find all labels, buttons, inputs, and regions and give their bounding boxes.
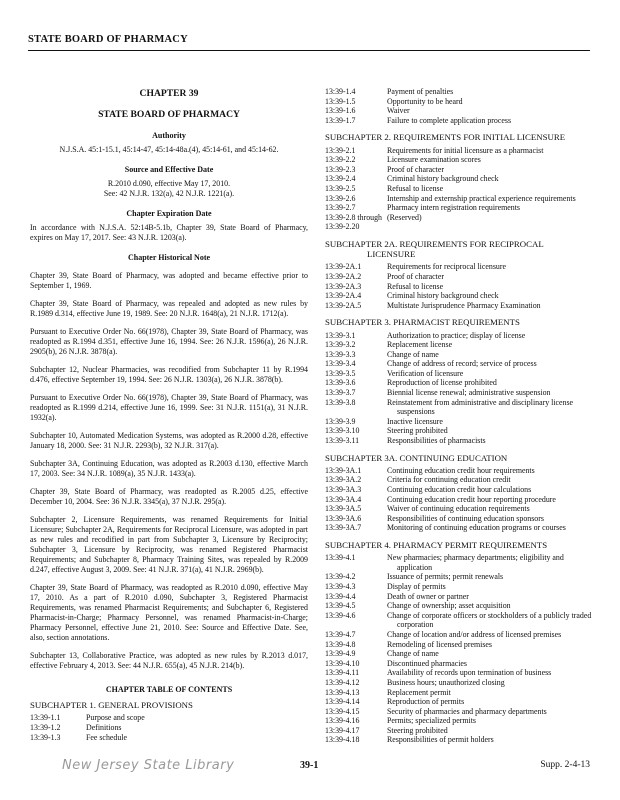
section-number: 13:39-3.4 xyxy=(325,359,356,369)
section-title: Discontinued pharmacies xyxy=(387,658,467,668)
toc-entry[interactable] xyxy=(325,649,593,659)
section-number: 13:39-4.11 xyxy=(325,668,360,678)
authority-text: N.J.S.A. 45:1-15.1, 45:14-47, 45:14-48a.(4), 45:14-61, and 45:14-62. xyxy=(59,145,279,154)
section-number: 13:39-3.10 xyxy=(325,426,360,436)
section-title: Steering prohibited xyxy=(387,725,448,735)
section-title: Internship and externship practical experience requirements xyxy=(387,193,576,203)
section-title: Security of pharmacies and pharmacy departments xyxy=(387,706,547,716)
section-title: Criminal history background check xyxy=(387,291,499,301)
section-number: 13:39-4.18 xyxy=(325,735,360,745)
toc-entry[interactable] xyxy=(325,203,593,213)
toc-entry[interactable] xyxy=(325,659,593,669)
toc-left-list xyxy=(30,700,308,743)
section-number: 13:39-4.7 xyxy=(325,629,356,639)
source-line: R.2010 d.090, effective May 17, 2010. xyxy=(107,179,231,188)
section-number: 13:39-3A.5 xyxy=(325,504,362,514)
section-number: 13:39-4.4 xyxy=(325,591,356,601)
section-number: 13:39-1.5 xyxy=(325,96,356,106)
toc-entry[interactable] xyxy=(325,155,593,165)
section-title: Permits; specialized permits xyxy=(387,716,476,726)
section-number: 13:39-3.3 xyxy=(325,349,356,359)
section-number: 13:39-4.16 xyxy=(325,716,360,726)
section-number: 13:39-3A.3 xyxy=(325,485,362,495)
section-number: 13:39-4.6 xyxy=(325,610,356,620)
history-paragraph: Pursuant to Executive Order No. 66(1978), Chapter 39, State Board of Pharmacy, was readopted as R.1994 d.351, effective June 16, 1994. See: 26 N.J.R. 1596(a), 26 N.J.R. 2905(b), 26 N.J.R. 3878(a). xyxy=(30,327,308,356)
section-number: 13:39-4.9 xyxy=(325,649,356,659)
history-paragraph: Subchapter 10, Automated Medication Systems, was adopted as R.2000 d.28, effective January 18, 2000. See: 31 N.J.R. 2293(b), 32 N.J.R. 317(a). xyxy=(30,431,308,450)
section-title: Pharmacy intern registration requirements xyxy=(387,203,521,213)
toc-entry[interactable] xyxy=(325,146,593,156)
toc-entry[interactable] xyxy=(325,87,593,97)
history-paragraph: Chapter 39, State Board of Pharmacy, was readopted as R.2010 d.090, effective May 17, 2010. As a part of R.2010 d.090, Subchapter 3, Registered Pharmacist Requirements, was renamed Pharmacist Requirements; and Subchapter 6, Registered Pharmacist-in-Charge; Pharmacy Personnel, was renamed Pharmacist-in-Charge; Pharmacy Personnel, effective June 21, 2010. See: Source and Effective Date. See, also, section annotations. xyxy=(30,583,308,642)
chapter-number: CHAPTER 39 xyxy=(139,88,199,99)
toc-entry[interactable] xyxy=(30,723,308,733)
section-title: Change of corporate officers or stockholders of a publicly traded corporation xyxy=(387,610,592,630)
history-paragraph: Pursuant to Executive Order No. 66(1978), Chapter 39, State Board of Pharmacy, was readopted as R.1999 d.214, effective June 16, 1999. See: 31 N.J.R. 1151(a), 31 N.J.R. 1932(a). xyxy=(30,393,308,422)
history-paragraph: Chapter 39, State Board of Pharmacy, was adopted and became effective prior to September 1, 1969. xyxy=(30,271,308,290)
section-number: 13:39-1.7 xyxy=(325,115,356,125)
toc-entry[interactable] xyxy=(325,359,593,369)
running-head: STATE BOARD OF PHARMACY xyxy=(28,34,188,45)
section-number: 13:39-3.2 xyxy=(325,340,356,350)
toc-entry[interactable] xyxy=(325,426,593,436)
toc-entry[interactable] xyxy=(325,640,593,650)
toc-entry[interactable] xyxy=(325,572,593,582)
toc-entry[interactable] xyxy=(325,213,593,232)
section-number: 13:39-4.3 xyxy=(325,581,356,591)
chapter-name: STATE BOARD OF PHARMACY xyxy=(98,109,240,120)
section-title: Change of location and/or address of licensed premises xyxy=(387,629,562,639)
section-number: 13:39-2.7 xyxy=(325,203,356,213)
toc-entry[interactable] xyxy=(325,350,593,360)
section-title: Replacement license xyxy=(387,340,453,350)
section-number: 13:39-1.6 xyxy=(325,106,356,116)
section-title: Responsibilities of pharmacists xyxy=(387,436,486,446)
section-title: Waiver of continuing education requirements xyxy=(387,504,530,514)
section-number: 13:39-3.7 xyxy=(325,388,356,398)
section-title: Reproduction of permits xyxy=(387,697,465,707)
section-number: 13:39-2.2 xyxy=(325,155,356,165)
toc-entry[interactable] xyxy=(325,184,593,194)
toc-entry[interactable] xyxy=(325,165,593,175)
toc-entry[interactable] xyxy=(325,668,593,678)
section-title: Change of address of record; service of process xyxy=(387,359,537,369)
section-title: Fee schedule xyxy=(86,733,127,743)
toc-entry[interactable] xyxy=(325,735,593,745)
toc-entry[interactable] xyxy=(325,630,593,640)
section-number: 13:39-1.2 xyxy=(30,723,61,733)
section-number: 13:39-3.1 xyxy=(325,330,356,340)
section-title: New pharmacies; pharmacy departments; eligibility and application xyxy=(387,553,564,572)
toc-entry[interactable] xyxy=(325,388,593,398)
toc-entry[interactable] xyxy=(325,592,593,602)
toc-entry[interactable] xyxy=(325,369,593,379)
section-number: 13:39-2.8 through 13:39-2.20 xyxy=(325,212,382,232)
toc-entry[interactable] xyxy=(325,398,593,417)
section-title: Availability of records upon termination of business xyxy=(387,668,552,678)
history-paragraph: Subchapter 12, Nuclear Pharmacies, was recodified from Subchapter 11 by R.1994 d.476, effective September 19, 1994. See: 26 N.J.R. 1303(a), 26 N.J.R. 3878(b). xyxy=(30,365,308,384)
section-title: Business hours; unauthorized closing xyxy=(387,677,505,687)
section-title: Multistate Jurisprudence Pharmacy Examination xyxy=(387,300,541,310)
history-paragraph: Subchapter 2, Licensure Requirements, was renamed Requirements for Initial Licensure; Subchapter 2A, Requirements for Reciprocal Licensure, was adopted in part as new rules and recodified in part from Subchapter 3, Licensure by Reciprocity; Subchapter 3, Licensure by Reciprocity, was renamed Registered Pharmacist Requirements; and Subchapter 8, Pharmacy Training Sites, was repealed by R.2009 d.247, effective August 3, 2009. See: 41 N.J.R. 371(a), 41 N.J.R. 2969(b). xyxy=(30,515,308,574)
section-number: 13:39-2.6 xyxy=(325,193,356,203)
subchapter-heading: SUBCHAPTER 2. REQUIREMENTS FOR INITIAL LICENSURE xyxy=(325,132,566,143)
toc-entry[interactable] xyxy=(325,340,593,350)
toc-entry[interactable] xyxy=(325,466,593,476)
toc-right-list xyxy=(325,132,593,745)
section-number: 13:39-4.15 xyxy=(325,706,360,716)
section-title: Opportunity to be heard xyxy=(387,96,463,106)
section-number: 13:39-2A.5 xyxy=(325,300,362,310)
section-number: 13:39-4.2 xyxy=(325,572,356,582)
section-number: 13:39-3A.2 xyxy=(325,475,362,485)
toc-entry[interactable] xyxy=(325,697,593,707)
section-number: 13:39-4.12 xyxy=(325,677,360,687)
section-number: 13:39-2A.4 xyxy=(325,291,362,301)
toc-entry[interactable] xyxy=(325,553,593,572)
section-title: Responsibilities of permit holders xyxy=(387,735,494,745)
history-heading: Chapter Historical Note xyxy=(127,253,211,262)
toc-entry[interactable] xyxy=(325,726,593,736)
history-paragraph: Subchapter 13, Collaborative Practice, was adopted as new rules by R.2013 d.017, effective February 4, 2013. See: 44 N.J.R. 655(a), 45 N.J.R. 214(b). xyxy=(30,651,308,670)
section-number: 13:39-2.5 xyxy=(325,183,356,193)
section-title: Verification of licensure xyxy=(387,368,464,378)
left-column xyxy=(30,88,308,743)
expiration-text: In accordance with N.J.S.A. 52:14B-5.1b, Chapter 39, State Board of Pharmacy, expires on May 17, 2017. See: 43 N.J.R. 1203(a). xyxy=(30,223,308,242)
toc-entry[interactable] xyxy=(325,174,593,184)
section-number: 13:39-2A.1 xyxy=(325,262,362,272)
section-title: Licensure examination scores xyxy=(387,155,481,165)
supplement-date: Supp. 2-4-13 xyxy=(540,760,590,770)
section-title: Refusal to license xyxy=(387,281,444,291)
toc-heading: CHAPTER TABLE OF CONTENTS xyxy=(105,685,233,694)
toc-entry[interactable] xyxy=(325,495,593,505)
section-title: Continuing education credit hour reporting procedure xyxy=(387,494,556,504)
toc-entry[interactable] xyxy=(325,436,593,446)
section-title: Responsibilities of continuing education sponsors xyxy=(387,513,544,523)
section-title: Display of permits xyxy=(387,581,446,591)
toc-entry[interactable] xyxy=(325,291,593,301)
section-number: 13:39-4.13 xyxy=(325,687,360,697)
toc-entry[interactable] xyxy=(325,475,593,485)
section-title: Waiver xyxy=(387,106,410,116)
toc-entry[interactable] xyxy=(325,378,593,388)
section-title: Change of ownership; asset acquisition xyxy=(387,601,511,611)
toc-entry[interactable] xyxy=(325,611,593,630)
history-paragraph: Chapter 39, State Board of Pharmacy, was readopted as R.2005 d.25, effective December 10, 2004. See: 36 N.J.R. 3345(a), 37 N.J.R. 295(a). xyxy=(30,487,308,506)
expiration-heading: Chapter Expiration Date xyxy=(126,209,212,218)
section-title: Steering prohibited xyxy=(387,426,448,436)
header-rule xyxy=(28,50,590,51)
subchapter-heading: SUBCHAPTER 1. GENERAL PROVISIONS xyxy=(30,700,193,710)
section-number: 13:39-2.4 xyxy=(325,174,356,184)
authority-heading: Authority xyxy=(152,131,186,140)
toc-entry[interactable] xyxy=(325,514,593,524)
section-title: Biennial license renewal; administrative suspension xyxy=(387,388,551,398)
section-number: 13:39-4.14 xyxy=(325,697,360,707)
toc-entry[interactable] xyxy=(30,733,308,743)
section-title: Failure to complete application process xyxy=(387,115,512,125)
toc-entry[interactable] xyxy=(325,688,593,698)
section-title: Purpose and scope xyxy=(86,713,145,723)
section-title: Proof of character xyxy=(387,164,444,174)
section-number: 13:39-4.17 xyxy=(325,725,360,735)
source-heading: Source and Effective Date xyxy=(124,165,214,174)
section-number: 13:39-1.3 xyxy=(30,733,61,743)
section-title: Requirements for initial licensure as a pharmacist xyxy=(387,145,544,155)
toc-entry[interactable] xyxy=(325,523,593,533)
subchapter-heading: SUBCHAPTER 2A. REQUIREMENTS FOR RECIPROCAL LICENSURE xyxy=(325,238,544,260)
section-number: 13:39-4.1 xyxy=(325,553,356,563)
section-title: Change of name xyxy=(387,349,439,359)
toc-entry[interactable] xyxy=(325,601,593,611)
subchapter-heading: SUBCHAPTER 3A. CONTINUING EDUCATION xyxy=(325,452,508,463)
section-number: 13:39-1.4 xyxy=(325,87,356,96)
section-title: Reproduction of license prohibited xyxy=(387,378,497,388)
section-title: Monitoring of continuing education programs or courses xyxy=(387,523,566,533)
right-column xyxy=(325,87,593,745)
section-title: Criteria for continuing education credit xyxy=(387,475,511,485)
toc-entry[interactable] xyxy=(325,97,593,107)
section-number: 13:39-2.1 xyxy=(325,145,356,155)
history-notes xyxy=(30,271,308,671)
section-number: 13:39-3A.7 xyxy=(325,523,362,533)
section-title: Continuing education credit hour calculations xyxy=(387,485,532,495)
toc-entry[interactable] xyxy=(325,272,593,282)
toc-right-lead xyxy=(325,87,593,125)
toc-entry[interactable] xyxy=(325,106,593,116)
toc-entry[interactable] xyxy=(325,504,593,514)
toc-entry[interactable] xyxy=(325,282,593,292)
section-title: Authorization to practice; display of license xyxy=(387,330,526,340)
subchapter-heading: SUBCHAPTER 4. PHARMACY PERMIT REQUIREMENTS xyxy=(325,539,548,550)
toc-entry[interactable] xyxy=(325,582,593,592)
section-number: 13:39-2A.3 xyxy=(325,281,362,291)
section-title: Continuing education credit hour requirements xyxy=(387,465,535,475)
section-number: 13:39-3A.1 xyxy=(325,465,362,475)
section-title: Definitions xyxy=(86,723,122,733)
subchapter-heading: SUBCHAPTER 3. PHARMACIST REQUIREMENTS xyxy=(325,317,520,328)
section-title: Issuance of permits; permit renewals xyxy=(387,572,504,582)
section-title: (Reserved) xyxy=(387,212,422,222)
source-line: See: 42 N.J.R. 132(a), 42 N.J.R. 1221(a). xyxy=(103,189,235,198)
toc-entry[interactable] xyxy=(325,116,593,126)
section-number: 13:39-2A.2 xyxy=(325,271,362,281)
section-number: 13:39-2.3 xyxy=(325,164,356,174)
section-number: 13:39-3.11 xyxy=(325,436,360,446)
toc-entry[interactable] xyxy=(325,707,593,717)
section-number: 13:39-3.6 xyxy=(325,378,356,388)
library-watermark: New Jersey State Library xyxy=(62,758,235,773)
history-paragraph: Subchapter 3A, Continuing Education, was adopted as R.2003 d.130, effective March 17, 2003. See: 34 N.J.R. 1089(a), 35 N.J.R. 1433(a). xyxy=(30,459,308,478)
section-number: 13:39-3A.6 xyxy=(325,513,362,523)
section-number: 13:39-3.5 xyxy=(325,368,356,378)
toc-entry[interactable] xyxy=(325,678,593,688)
section-title: Requirements for reciprocal licensure xyxy=(387,262,506,272)
history-paragraph: Chapter 39, State Board of Pharmacy, was repealed and adopted as new rules by R.1989 d.314, effective June 19, 1989. See: 20 N.J.R. 1648(a), 21 N.J.R. 1712(a). xyxy=(30,299,308,318)
section-number: 13:39-3.9 xyxy=(325,416,356,426)
toc-entry[interactable] xyxy=(325,301,593,311)
toc-entry[interactable] xyxy=(325,417,593,427)
section-number: 13:39-1.1 xyxy=(30,713,61,723)
toc-entry[interactable] xyxy=(325,262,593,272)
toc-entry[interactable] xyxy=(325,716,593,726)
section-number: 13:39-4.5 xyxy=(325,601,356,611)
section-title: Inactive licensure xyxy=(387,416,443,426)
toc-entry[interactable] xyxy=(325,331,593,341)
section-title: Reinstatement from administrative and disciplinary license suspensions xyxy=(387,397,574,417)
section-title: Remodeling of licensed premises xyxy=(387,639,492,649)
section-title: Proof of character xyxy=(387,271,444,281)
section-number: 13:39-4.10 xyxy=(325,658,360,668)
section-number: 13:39-3.8 xyxy=(325,397,356,407)
section-title: Death of owner or partner xyxy=(387,591,469,601)
section-title: Change of name xyxy=(387,649,439,659)
section-number: 13:39-4.8 xyxy=(325,639,356,649)
toc-entry[interactable] xyxy=(30,713,308,723)
section-title: Refusal to license xyxy=(387,183,444,193)
section-title: Payment of penalties xyxy=(387,87,454,96)
page-number: 39-1 xyxy=(300,760,319,771)
section-title: Criminal history background check xyxy=(387,174,499,184)
toc-entry[interactable] xyxy=(325,194,593,204)
section-title: Replacement permit xyxy=(387,687,451,697)
toc-entry[interactable] xyxy=(325,485,593,495)
section-number: 13:39-3A.4 xyxy=(325,494,362,504)
